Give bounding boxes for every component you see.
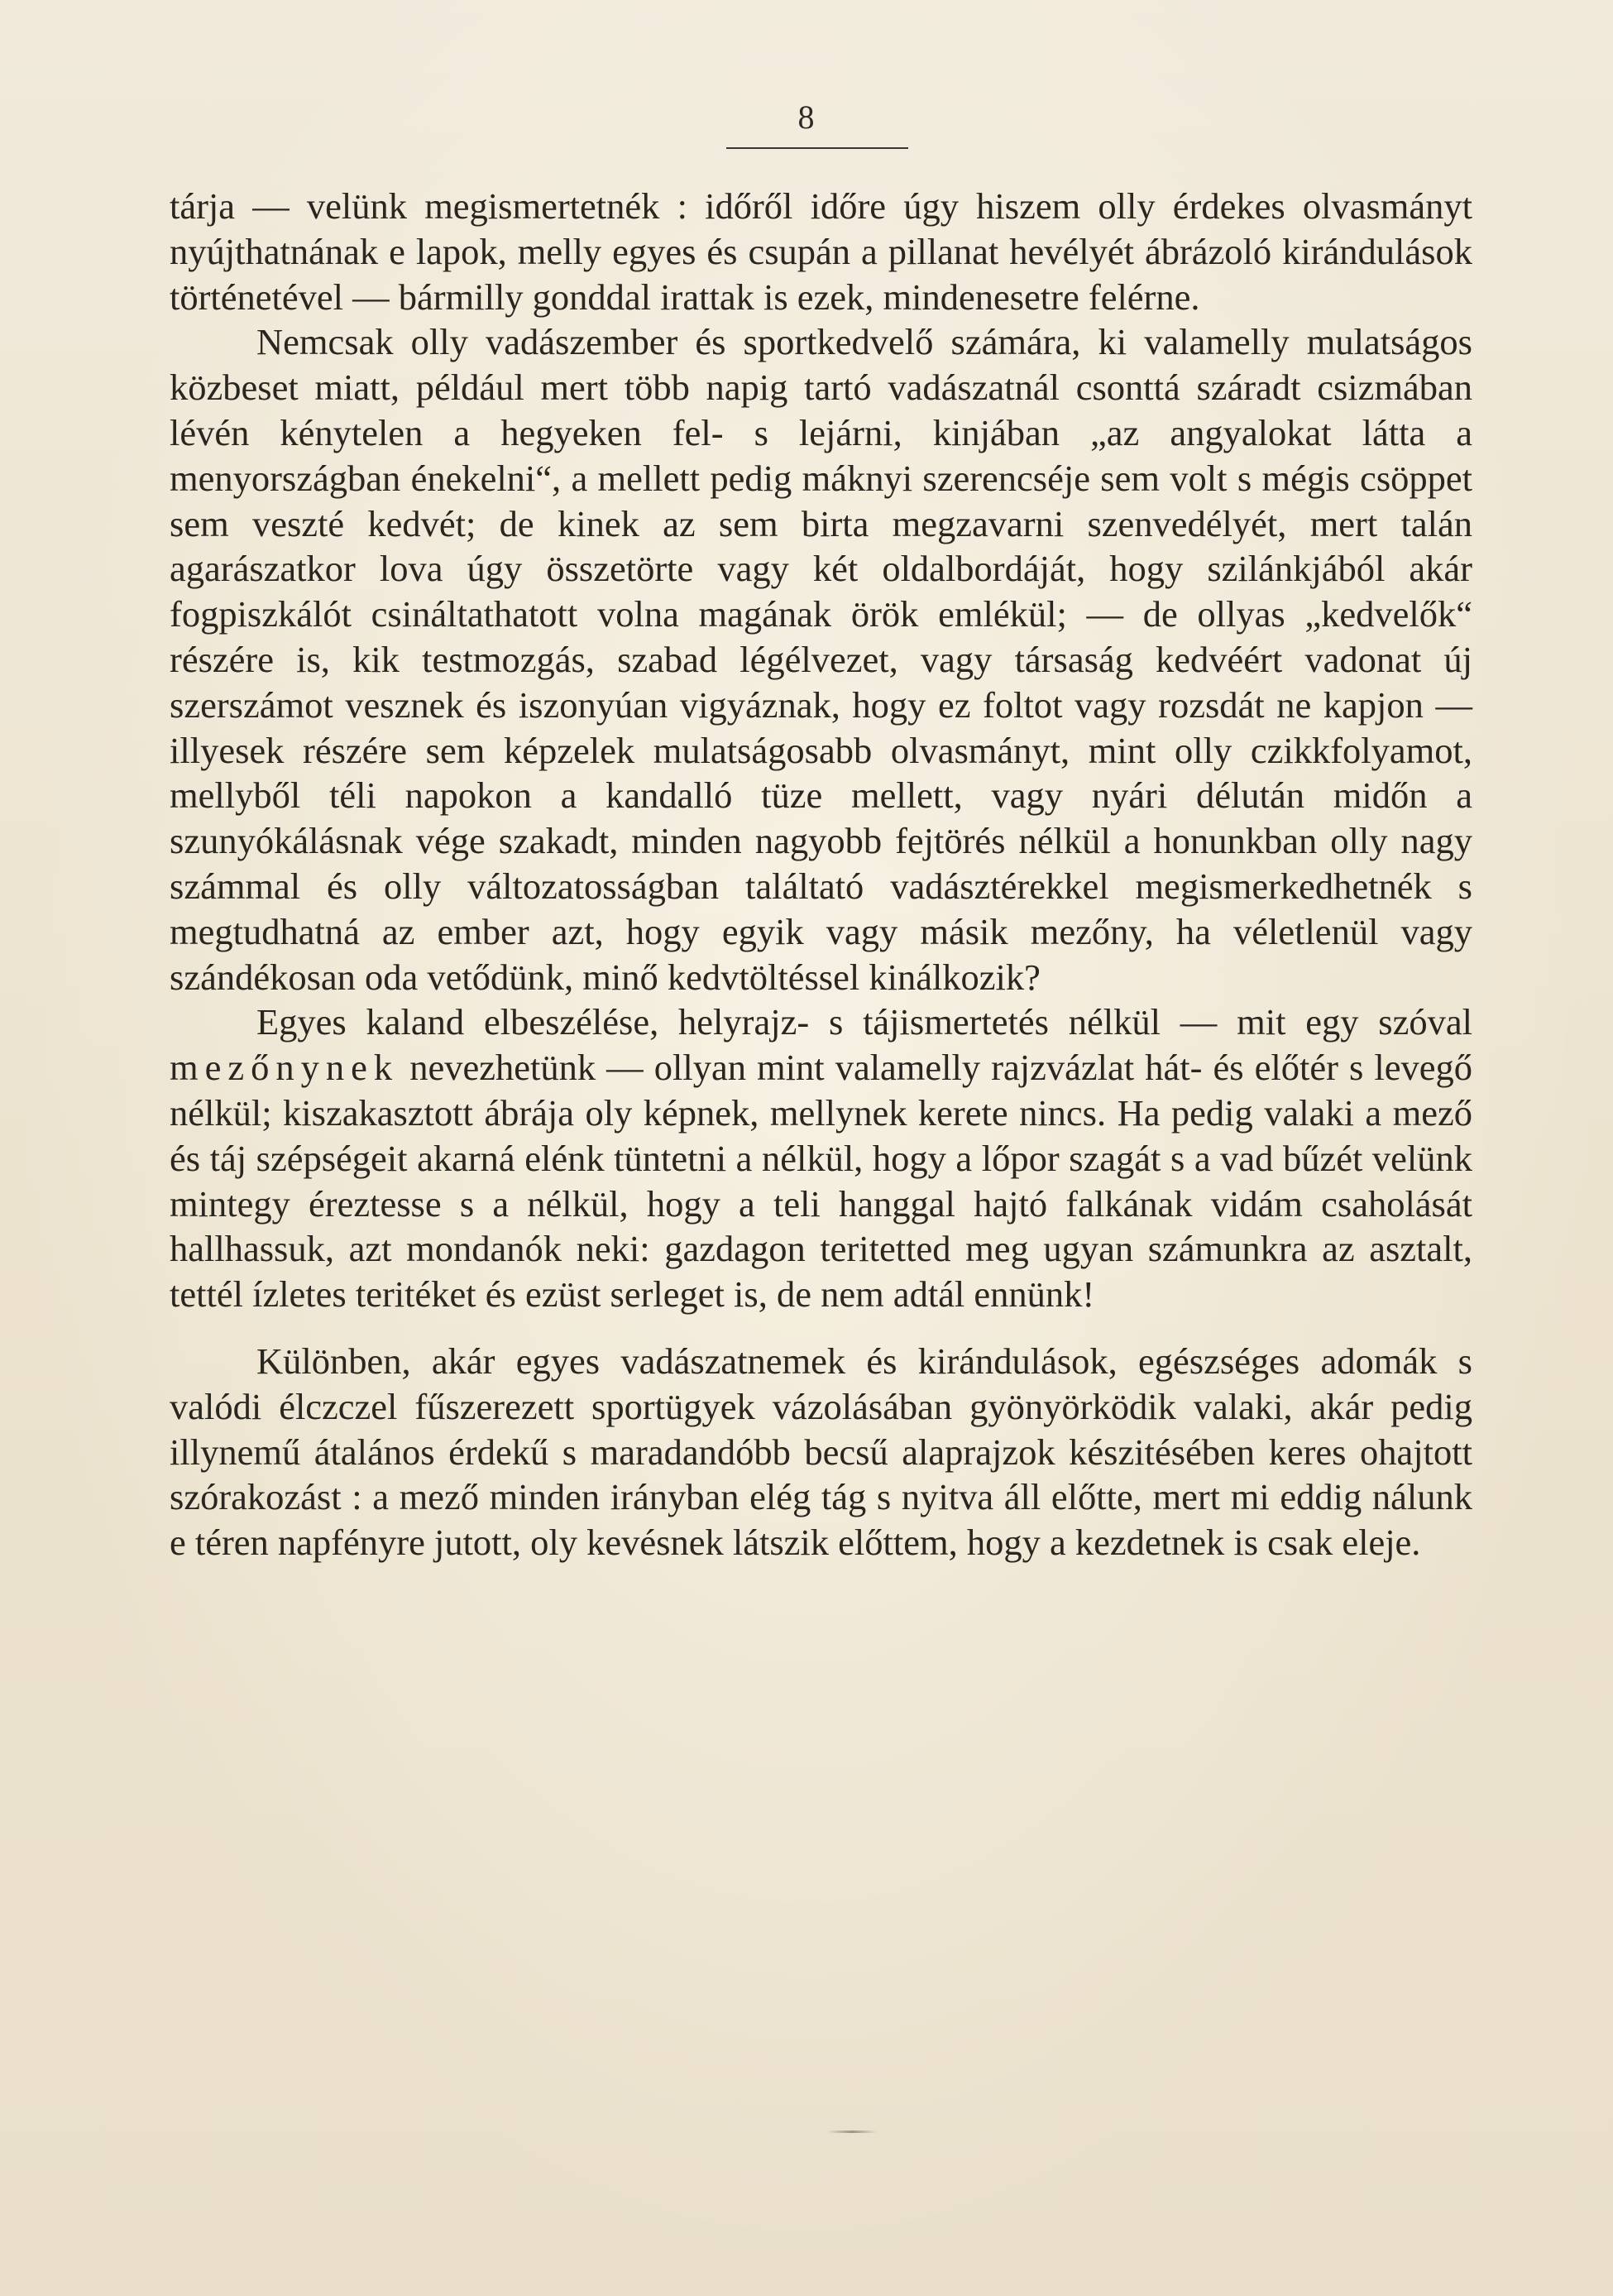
emphasized-word: mezőnynek <box>170 1047 400 1089</box>
paragraph-text: Nemcsak olly vadászember és sportkedvelő számára, ki valamelly mulatságos közbeset miatt, például mert több napig tartó vadászatnál csonttá száradt csizmában lévén kénytelen a hegyeken fel- s lejárni, kinjában „az angyalokat látta a menyországban énekelni“, a mellett pedig máknyi szerencséje sem volt s mégis csöppet sem veszté kedvét; de kinek az sem birta megzavarni szenvedélyét, mert talán agarászatkor lova úgy összetörte vagy két oldalbordáját, hogy szilánkjából akár fogpiszkálót csináltathatott volna magának örök emlékül; — de ollyas „kedvelők“ részére is, kik testmozgás, szabad légélvezet, vagy társaság kedvéért vadonat új szerszámot vesznek és iszonyúan vigyáznak, hogy ez foltot vagy rozsdát ne kapjon — illyesek részére sem képzelek mulatságosabb olvasmányt, mint olly czikkfolyamot, mellyből téli napokon a kandalló tüze mellett, vagy nyári délután midőn a szunyókálásnak vége szakadt, minden nagyobb fejtörés nélkül a honunkban olly nagy számmal és olly változatosságban találtató vadásztérekkel megismerkedhetnék s megtudhatná az ember azt, hogy egyik vagy másik mezőny, ha véletlenül vagy szándékosan oda vetődünk, minő kedvtöltéssel kinálkozik? <box>170 321 1472 998</box>
paragraph-text: Egyes kaland elbeszélése, helyrajz- s tájismertetés nélkül — mit egy szóval <box>256 1001 1472 1043</box>
page-number: 8 <box>797 98 816 136</box>
paragraph-1 <box>170 184 1472 319</box>
paragraph-text: tárja — velünk megismertetnék : időről időre úgy hiszem olly érdekes olvasmányt nyújthatnának e lapok, melly egyes és csupán a pillanat hevélyét ábrázoló kirándulások történetével — bármilly gonddal irattak is ezek, mindenesetre felérne. <box>170 185 1472 318</box>
page-number-rule <box>726 147 908 149</box>
paragraph-2 <box>170 319 1472 999</box>
paragraph-4 <box>170 1339 1472 1565</box>
body-text <box>170 184 1472 1565</box>
paragraph-text: nevezhetünk — ollyan mint valamelly rajzvázlat hát- és előtér s levegő nélkül; kiszakasztott ábrája oly képnek, mellynek kerete nincs. Ha pedig valaki a mező és táj szépségeit akarná elénk tüntetni a nélkül, hogy a lőpor szagát s a vad bűzét velünk mintegy éreztesse s a nélkül, hogy a teli hanggal hajtó falkának vidám csaholását hallhassuk, azt mondanók neki: gazdagon teritetted meg ugyan számunkra az asztalt, tettél ízletes teritéket és ezüst serleget is, de nem adtál ennünk! <box>170 1047 1472 1316</box>
paragraph-3 <box>170 999 1472 1317</box>
paragraph-text: Különben, akár egyes vadászatnemek és kirándulások, egészséges adomák s valódi élczczel fűszerezett sportügyek vázolásában gyönyörködik valaki, akár pedig illynemű átalános érdekű s maradandóbb becsű alaprajzok készitésében keres ohajtott szórakozást : a mező minden irányban elég tág s nyitva áll előtte, mert mi eddig nálunk e téren napfényre jutott, oly kevésnek látszik előttem, hogy a kezdetnek is csak eleje. <box>170 1340 1472 1564</box>
ink-smudge <box>827 2131 877 2133</box>
